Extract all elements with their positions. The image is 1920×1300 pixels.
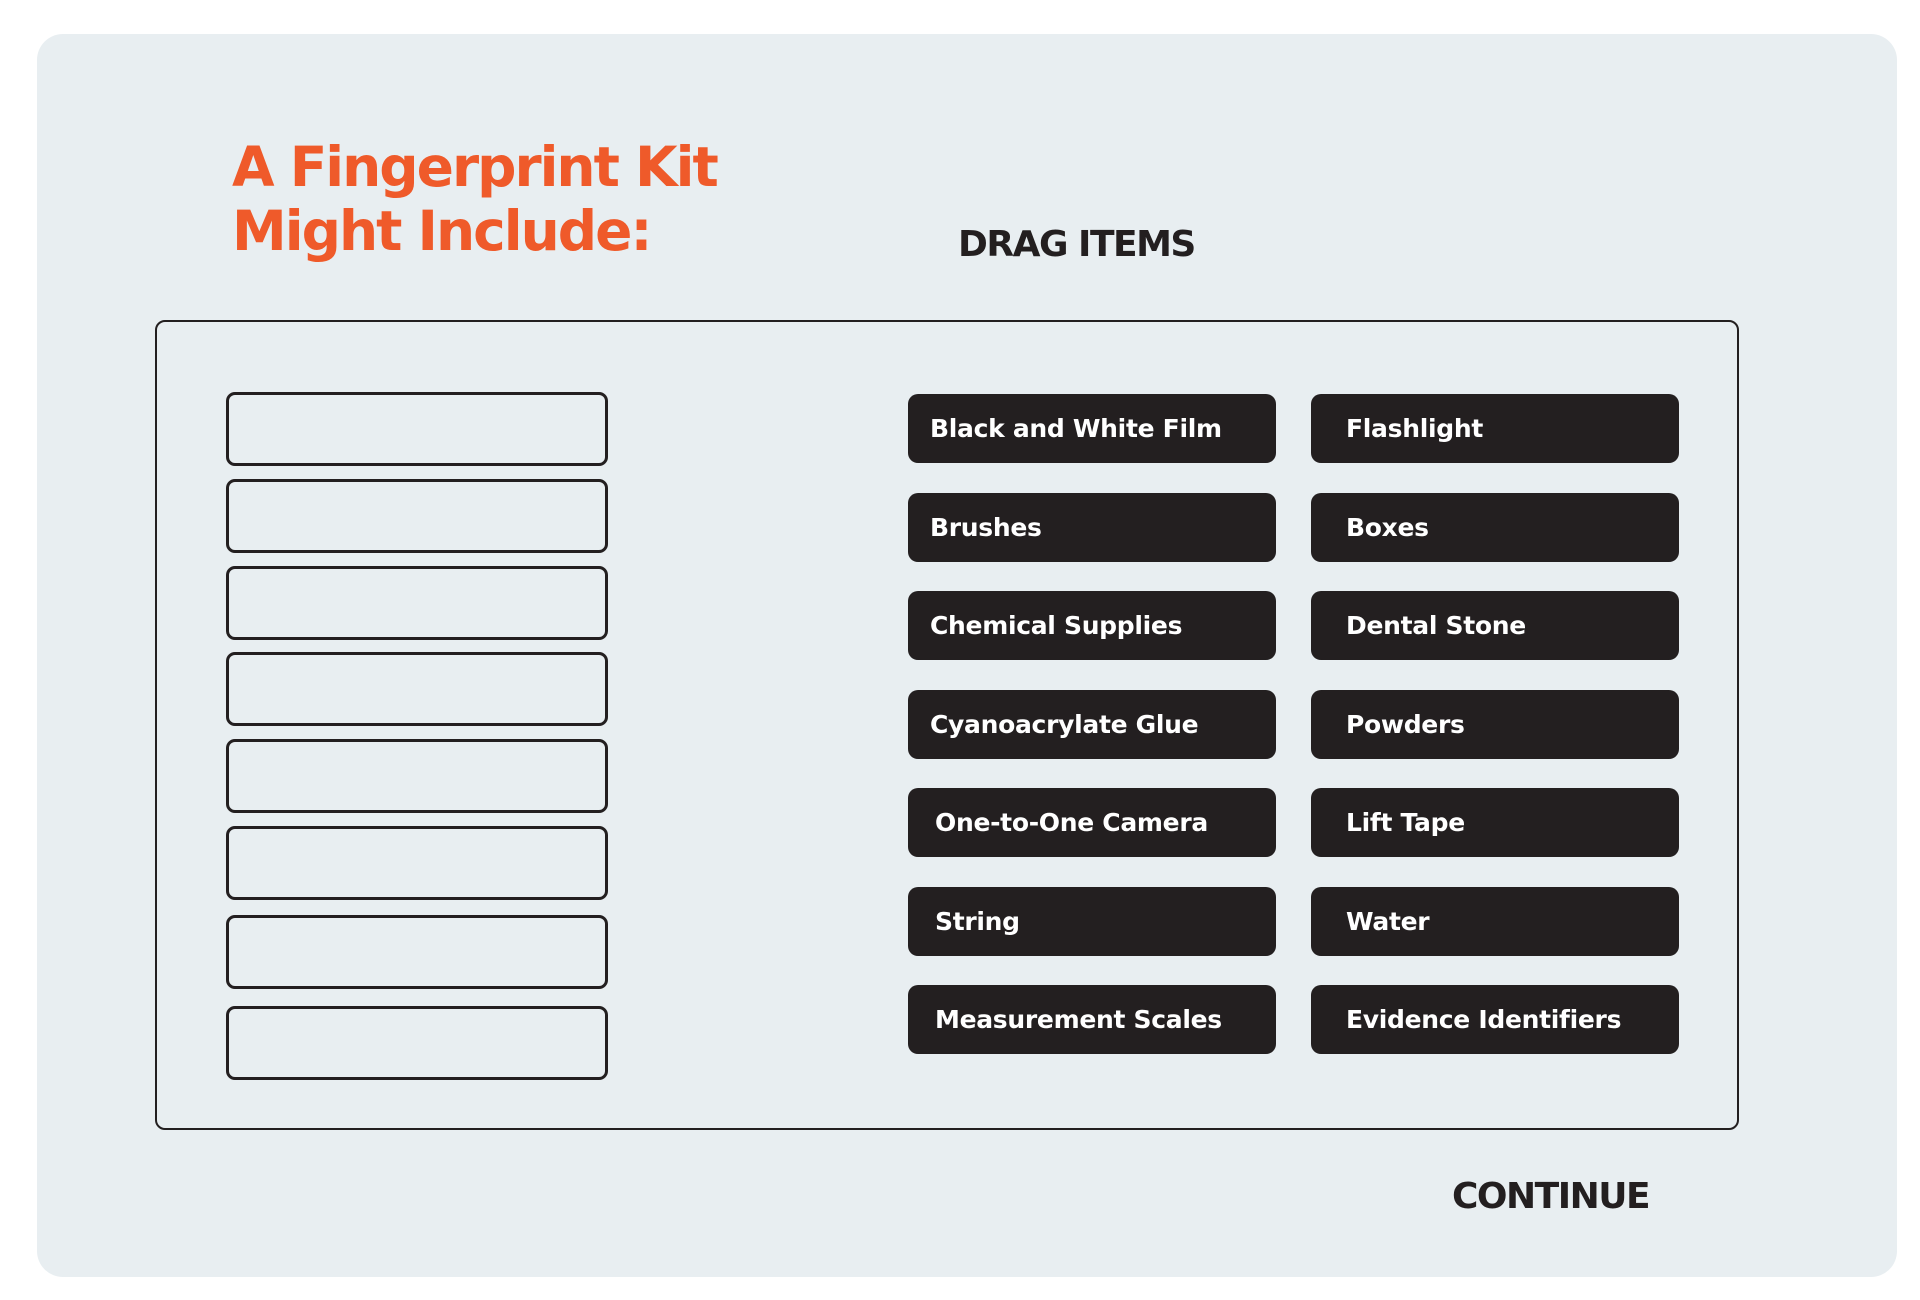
drop-slot-6[interactable] — [226, 826, 608, 900]
drag-item-flashlight[interactable]: Flashlight — [1311, 394, 1679, 463]
drag-item-water[interactable]: Water — [1311, 887, 1679, 956]
drop-slot-2[interactable] — [226, 479, 608, 553]
drag-item-brushes[interactable]: Brushes — [908, 493, 1276, 562]
drag-item-dental-stone[interactable]: Dental Stone — [1311, 591, 1679, 660]
drop-slot-1[interactable] — [226, 392, 608, 466]
drop-slot-7[interactable] — [226, 915, 608, 989]
drag-items-label: DRAG ITEMS — [958, 224, 1195, 265]
title-line-1: A Fingerprint Kit — [232, 135, 717, 199]
drag-item-lift-tape[interactable]: Lift Tape — [1311, 788, 1679, 857]
drag-item-black-and-white-film[interactable]: Black and White Film — [908, 394, 1276, 463]
drop-slot-3[interactable] — [226, 566, 608, 640]
drag-item-boxes[interactable]: Boxes — [1311, 493, 1679, 562]
title-line-2: Might Include: — [232, 199, 651, 263]
drag-item-evidence-identifiers[interactable]: Evidence Identifiers — [1311, 985, 1679, 1054]
drag-item-measurement-scales[interactable]: Measurement Scales — [908, 985, 1276, 1054]
drag-item-one-to-one-camera[interactable]: One-to-One Camera — [908, 788, 1276, 857]
drag-item-chemical-supplies[interactable]: Chemical Supplies — [908, 591, 1276, 660]
drag-item-cyanoacrylate-glue[interactable]: Cyanoacrylate Glue — [908, 690, 1276, 759]
continue-button[interactable]: CONTINUE — [1452, 1176, 1650, 1217]
drop-slot-5[interactable] — [226, 739, 608, 813]
drop-slot-4[interactable] — [226, 652, 608, 726]
drag-item-string[interactable]: String — [908, 887, 1276, 956]
drop-slot-8[interactable] — [226, 1006, 608, 1080]
drag-item-powders[interactable]: Powders — [1311, 690, 1679, 759]
page-title — [232, 135, 792, 263]
